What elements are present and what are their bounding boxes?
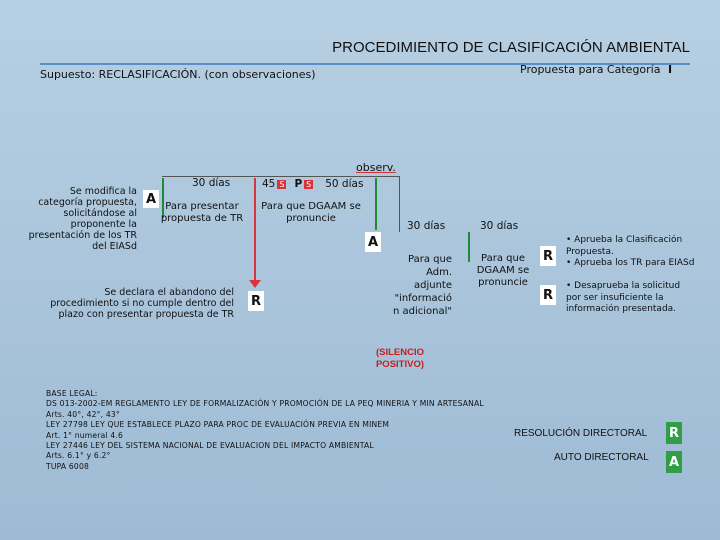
- propuesta-category: I: [667, 63, 673, 76]
- para-dgaam-line-2: pronuncie: [286, 213, 336, 224]
- left-line-2: categoría propuesta,: [38, 197, 137, 208]
- box-r-abandono: R: [248, 291, 264, 311]
- silencio-positivo: [360, 347, 440, 371]
- days-50: 50 días: [325, 178, 364, 190]
- pill-a: A: [666, 451, 682, 473]
- desaprueba-line-2: por ser insuficiente la: [566, 292, 664, 303]
- supuesto-label: Supuesto: RECLASIFICACIÓN. (con observaciones): [40, 68, 316, 81]
- aprueba-line-1: • Aprueba la Clasificación: [566, 235, 683, 245]
- legal-line-3: Arts. 40°, 42°, 43°: [46, 409, 120, 419]
- days-30-c: 30 días: [480, 220, 519, 232]
- para-dgaam: [252, 201, 370, 225]
- pill-r: R: [666, 422, 682, 444]
- days-45: 45: [262, 178, 276, 190]
- legal-line-6: LEY 27446 LEY DEL SISTEMA NACIONAL DE EVALUACION DEL IMPACTO AMBIENTAL: [46, 441, 374, 451]
- box-r-aprueba: R: [540, 246, 556, 266]
- para-presentar-line-1: Para presentar: [165, 201, 239, 212]
- days-30-b: 30 días: [407, 220, 446, 232]
- badge-s2: S: [306, 179, 312, 189]
- left-line-4: proponente la: [70, 219, 137, 230]
- box-r-desaprueba: R: [540, 285, 556, 305]
- desaprueba-line-1: • Desaprueba la solicitud: [566, 281, 681, 291]
- left-line-5: presentación de los TR: [28, 230, 137, 241]
- badge-s: S: [279, 179, 285, 189]
- para-adm-line-4: "informació: [394, 293, 452, 304]
- para-dgaam2-line-3: pronuncie: [478, 277, 528, 288]
- desaprueba-list: [566, 281, 706, 316]
- legal-line-7: Arts. 6.1° y 6.2°: [46, 451, 111, 461]
- observ-drop: [399, 176, 400, 232]
- aprueba-line-2: Propuesta.: [566, 246, 614, 257]
- para-adm-line-1: Para que: [408, 254, 452, 265]
- para-adm-line-3: adjunte: [413, 280, 452, 291]
- para-adm: [380, 253, 452, 318]
- resolucion-directoral: RESOLUCIÓN DIRECTORAL: [514, 428, 648, 439]
- box-a-admision: A: [143, 190, 159, 208]
- legal-line-8: TUPA 6008: [46, 461, 90, 471]
- abandono-line-3: plazo con presentar propuesta de TR: [58, 309, 234, 320]
- legal-line-2: DS 013-2002-EM REGLAMENTO LEY DE FORMALIZACIÓN Y PROMOCIÓN DE LA PEQ MINERIA Y MIN ARTESANAL: [46, 399, 484, 409]
- red-arrow-head: [249, 280, 261, 288]
- aprueba-list: [566, 235, 706, 270]
- para-presentar-line-2: propuesta de TR: [160, 213, 244, 224]
- legal-line-4: LEY 27798 LEY QUE ESTABLECE PLAZO PARA PROC DE EVALUACIÓN PREVIA EN MINEM: [46, 420, 390, 430]
- auto-directoral: AUTO DIRECTORAL: [554, 452, 649, 463]
- plazo-45-50: [262, 178, 363, 190]
- box-a-observ: A: [365, 232, 381, 252]
- left-line-6: del EIASd: [92, 241, 137, 252]
- legal-line-5: Art. 1° numeral 4.6: [46, 430, 124, 440]
- silencio-line-1: (SILENCIO: [375, 347, 425, 358]
- left-line-3: solicitándose al: [63, 208, 137, 219]
- abandono-text: [38, 287, 234, 320]
- base-legal: [46, 389, 484, 472]
- para-presentar: [152, 201, 252, 225]
- abandono-line-2: procedimiento si no cumple dentro del: [50, 298, 234, 309]
- para-adm-line-5: n adicional": [392, 306, 452, 317]
- para-dgaam-line-1: Para que DGAAM se: [261, 201, 361, 212]
- para-dgaam2-line-1: Para que: [481, 253, 525, 264]
- para-adm-line-2: Adm.: [426, 267, 452, 278]
- para-dgaam2-line-2: DGAAM se: [476, 265, 530, 276]
- badge-p: P: [294, 178, 303, 190]
- left-line-1: Se modifica la: [69, 186, 137, 197]
- legal-line-1: BASE LEGAL:: [46, 389, 98, 398]
- desaprueba-line-3: información presentada.: [566, 304, 677, 314]
- observ-label: observ.: [356, 161, 396, 174]
- aprueba-line-3: • Aprueba los TR para EIASd: [566, 258, 695, 268]
- left-description: [20, 186, 137, 252]
- days-30-a: 30 días: [192, 177, 231, 189]
- silencio-line-2: POSITIVO): [375, 359, 425, 370]
- para-dgaam-2: [468, 253, 538, 289]
- abandono-line-1: Se declara el abandono del: [104, 287, 234, 298]
- propuesta-label: [520, 63, 672, 76]
- red-arrow-line: [254, 178, 256, 285]
- propuesta-text: Propuesta para Categoría: [520, 63, 661, 76]
- page-title: PROCEDIMIENTO DE CLASIFICACIÓN AMBIENTAL: [332, 39, 690, 56]
- green-bar-2: [375, 178, 377, 230]
